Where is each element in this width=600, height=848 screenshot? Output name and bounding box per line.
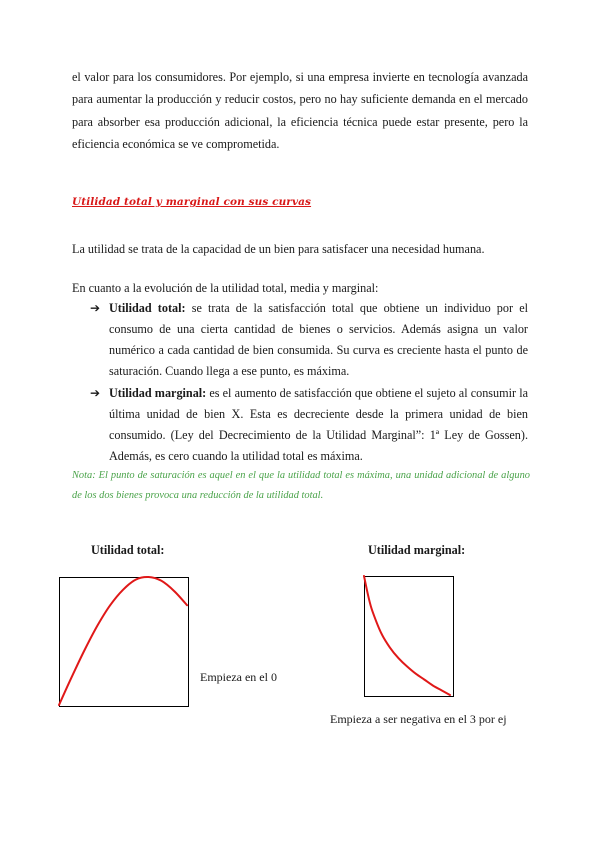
bullet-list (90, 298, 528, 468)
section-heading: Utilidad total y marginal con sus curvas (72, 196, 312, 208)
arrow-right-icon: ➔ (90, 386, 101, 400)
caption-total: Empieza en el 0 (200, 670, 277, 684)
evolution-intro: En cuanto a la evolución de la utilidad total, media y marginal: (72, 281, 379, 295)
chart-frame (365, 577, 454, 697)
caption-marginal: Empieza a ser negativa en el 3 por ej (330, 712, 507, 726)
arrow-right-icon: ➔ (90, 301, 101, 315)
chart-frame (60, 578, 189, 707)
chart-title-marginal: Utilidad marginal: (368, 543, 466, 557)
marginal-utility-chart (364, 576, 454, 697)
bullet-term: Utilidad marginal: (109, 386, 207, 400)
bullet-text: es el aumento de satisfacción que obtiene el sujeto al consumir la última unidad de bien X. Esta es decreciente desde la primera unidad de bien consumido. (Ley del Decrecimiento de la Utilidad Marginal”: 1ª Ley de Gossen). Además, es cero cuando la utilidad total es máxima. (109, 386, 528, 463)
bullet-text: se trata de la satisfacción total que obtiene un individuo por el consumo de una cierta cantidad de bienes o servicios. Además asigna un valor numérico a cada cantidad de bien consumida. Su curva es creciente hasta el punto de saturación. Cuando llega a ese punto, es máxima. (109, 301, 528, 378)
bullet-term: Utilidad total: (109, 301, 186, 315)
intro-paragraph: el valor para los consumidores. Por ejemplo, si una empresa invierte en tecnología avanzada para aumentar la producción y reducir costos, pero no hay suficiente demanda en el mercado para absorber esa producción adicional, la eficiencia técnica puede estar presente, pero la eficiencia económica se ve comprometida. (72, 70, 528, 151)
chart-title-total: Utilidad total: (91, 543, 165, 557)
series-line (59, 577, 187, 705)
bullet-item-marginal-utility (90, 383, 528, 467)
total-utility-chart (59, 577, 189, 707)
definition-paragraph: La utilidad se trata de la capacidad de un bien para satisfacer una necesidad humana. (72, 242, 485, 256)
note-paragraph: Nota: El punto de saturación es aquel en el que la utilidad total es máxima, una unidad adicional de alguno de los dos bienes provoca una reducción de la utilidad total. (72, 470, 530, 501)
series-line (364, 576, 450, 695)
bullet-item-total-utility (90, 298, 528, 382)
